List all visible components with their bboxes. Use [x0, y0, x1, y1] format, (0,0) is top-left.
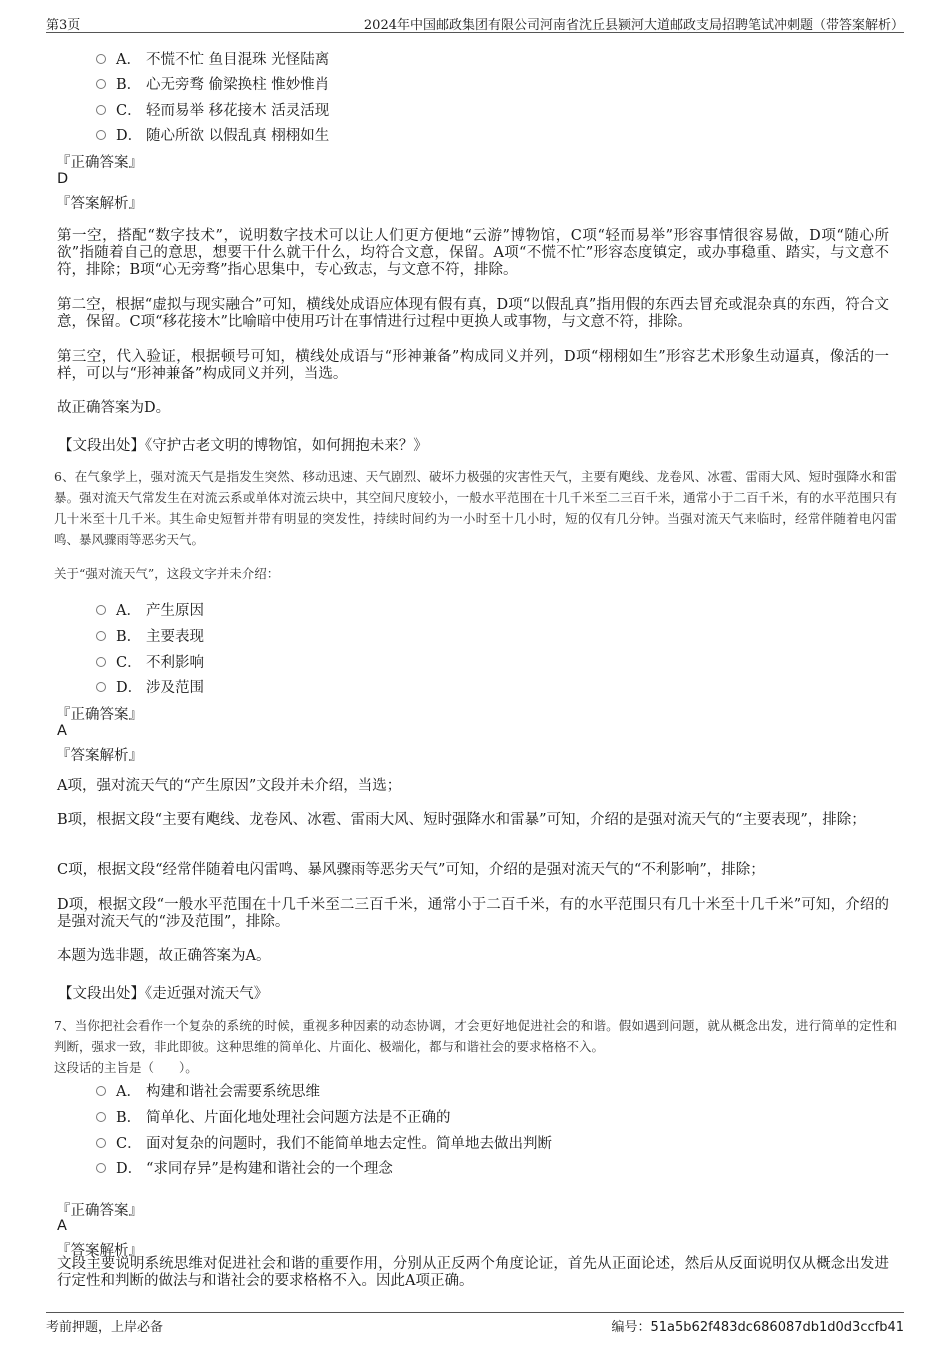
q7-analysis: 文段主要说明系统思维对促进社会和谐的重要作用，分别从正反两个角度论证，首先从正面论述，然后从反面说明仅从概念出发进行定性和判断的做法与和谐社会的要求格格不入。因此A项正确。 — [57, 1256, 889, 1289]
radio-icon[interactable] — [96, 1086, 106, 1096]
radio-icon[interactable] — [96, 54, 106, 64]
option-text: 简单化、片面化地处理社会问题方法是不正确的 — [146, 1110, 451, 1126]
q6-question: 关于“强对流天气”，这段文字并未介绍： — [54, 566, 280, 581]
option-text: 面对复杂的问题时，我们不能简单地去定性。简单地去做出判断 — [146, 1136, 552, 1152]
q7-question: 这段话的主旨是（ ）。 — [54, 1060, 198, 1075]
q7-analysis-label: 『答案解析』 — [56, 1243, 143, 1259]
footer-slogan: 考前押题，上岸必备 — [46, 1320, 164, 1335]
q5-answer-label: 『正确答案』 — [56, 155, 143, 171]
q7-stem: 7、当你把社会看作一个复杂的系统的时候，重视多种因素的动态协调，才会更好地促进社会的和谐。假如遇到问题，就从概念出发，进行简单的定性和判断，强求一致，非此即彼。这种思维的简单化、片面化、极端化，都与和谐社会的要求格格不入。 — [54, 1018, 897, 1054]
radio-icon[interactable] — [96, 79, 106, 89]
q6-analysis-p2: B项，根据文段“主要有飑线、龙卷风、冰雹、雷雨大风、短时强降水和雷暴”可知，介绍的是强对流天气的“主要表现”，排除； — [57, 812, 866, 828]
footer-code-label: 编号： — [611, 1320, 651, 1335]
footer-divider — [46, 1312, 904, 1313]
q5-answer: D — [57, 171, 69, 187]
q7-option-d[interactable] — [96, 1157, 393, 1178]
option-text: 主要表现 — [146, 629, 204, 645]
option-text: 随心所欲 以假乱真 栩栩如生 — [146, 128, 330, 144]
option-text: 产生原因 — [146, 603, 204, 619]
q6-option-c[interactable] — [96, 651, 204, 672]
q7-option-a[interactable] — [96, 1080, 320, 1101]
q6-analysis-p5: 本题为选非题，故正确答案为A。 — [57, 948, 271, 964]
q6-analysis-label: 『答案解析』 — [56, 748, 143, 764]
q6-option-d[interactable] — [96, 676, 204, 697]
q5-analysis-label: 『答案解析』 — [56, 196, 143, 212]
option-text: 轻而易举 移花接木 活灵活现 — [146, 103, 330, 119]
q6-option-a[interactable] — [96, 599, 204, 620]
q5-source: 【文段出处】《守护古老文明的博物馆，如何拥抱未来？》 — [58, 438, 428, 454]
q5-option-a[interactable] — [96, 48, 329, 69]
option-key: C． — [116, 655, 142, 671]
option-key: B． — [116, 629, 142, 645]
option-key: C． — [116, 1136, 142, 1152]
option-text: 不利影响 — [146, 655, 204, 671]
q7-answer: A — [57, 1218, 67, 1234]
q5-analysis-p4: 故正确答案为D。 — [57, 400, 171, 416]
q5-option-d[interactable] — [96, 124, 329, 145]
option-key: D． — [116, 128, 143, 144]
q6-answer-label: 『正确答案』 — [56, 707, 143, 723]
radio-icon[interactable] — [96, 1163, 106, 1173]
radio-icon[interactable] — [96, 682, 106, 692]
page-number: 第3页 — [46, 18, 81, 33]
q5-option-c[interactable] — [96, 99, 329, 120]
radio-icon[interactable] — [96, 105, 106, 115]
option-text: 不慌不忙 鱼目混珠 光怪陆离 — [146, 52, 330, 68]
option-key: B． — [116, 1110, 142, 1126]
q5-analysis-p3: 第三空，代入验证，根据顿号可知，横线处成语与“形神兼备”构成同义并列，D项“栩栩如生”形容艺术形象生动逼真，像活的一样，可以与“形神兼备”构成同义并列，当选。 — [57, 349, 889, 382]
q7-answer-label: 『正确答案』 — [56, 1203, 143, 1219]
q7-option-b[interactable] — [96, 1106, 451, 1127]
option-text: 构建和谐社会需要系统思维 — [146, 1084, 320, 1100]
radio-icon[interactable] — [96, 1112, 106, 1122]
q6-stem: 6、在气象学上，强对流天气是指发生突然、移动迅速、天气剧烈、破坏力极强的灾害性天气，主要有飑线、龙卷风、冰雹、雷雨大风、短时强降水和雷暴。强对流天气常发生在对流云系或单体对流云块中，其空间尺度较小，一般水平范围在十几千米至二三百千米，通常小于二百千米，有的水平范围只有几十米至十几千米。其生命史短暂并带有明显的突发性，持续时间约为一小时至十几小时，短的仅有几分钟。当强对流天气来临时，经常伴随着电闪雷鸣、暴风骤雨等恶劣天气。 — [54, 469, 897, 547]
q5-analysis-p2: 第二空，根据“虚拟与现实融合”可知，横线处成语应体现有假有真，D项“以假乱真”指用假的东西去冒充或混杂真的东西，符合文意，保留。C项“移花接木”比喻暗中使用巧计在事情进行过程中更换人或事物，与文意不符，排除。 — [57, 297, 889, 330]
q6-analysis-p4: D项，根据文段“一般水平范围在十几千米至二三百千米，通常小于二百千米，有的水平范围只有几十米至十几千米”可知，介绍的是强对流天气的“涉及范围”，排除。 — [57, 897, 889, 930]
q6-analysis-p1: A项，强对流天气的“产生原因”文段并未介绍，当选； — [57, 778, 402, 794]
radio-icon[interactable] — [96, 1138, 106, 1148]
option-text: 涉及范围 — [146, 680, 204, 696]
q6-analysis-p3: C项，根据文段“经常伴随着电闪雷鸣、暴风骤雨等恶劣天气”可知，介绍的是强对流天气的“不利影响”，排除； — [57, 862, 765, 878]
option-key: A． — [116, 52, 141, 68]
option-text: “求同存异”是构建和谐社会的一个理念 — [146, 1161, 393, 1177]
option-text: 心无旁骛 偷梁换柱 惟妙惟肖 — [146, 77, 330, 93]
q7-option-c[interactable] — [96, 1132, 552, 1153]
option-key: A． — [116, 1084, 141, 1100]
radio-icon[interactable] — [96, 631, 106, 641]
option-key: D． — [116, 680, 143, 696]
option-key: D． — [116, 1161, 143, 1177]
radio-icon[interactable] — [96, 605, 106, 615]
q5-analysis-p1: 第一空，搭配“数字技术”，说明数字技术可以让人们更方便地“云游”博物馆，C项“轻而易举”形容事情很容易做，D项“随心所欲”指随着自己的意思，想要干什么就干什么，均符合文意，保留。A项“不慌不忙”形容态度镇定，或办事稳重、踏实，与文意不符，排除；B项“心无旁骛”指心思集中，专心致志，与文意不符，排除。 — [57, 228, 889, 278]
footer-code-value: 51a5b62f483dc686087db1d0d3ccfb41 — [650, 1320, 904, 1335]
footer-code — [612, 1316, 905, 1335]
q6-answer: A — [57, 723, 67, 739]
radio-icon[interactable] — [96, 130, 106, 140]
q6-option-b[interactable] — [96, 625, 204, 646]
document-title: 2024年中国邮政集团有限公司河南省沈丘县颍河大道邮政支局招聘笔试冲刺题（带答案解析） — [363, 18, 904, 33]
radio-icon[interactable] — [96, 657, 106, 667]
header-divider — [46, 32, 904, 33]
q5-option-b[interactable] — [96, 73, 329, 94]
q6-source: 【文段出处】《走近强对流天气》 — [58, 986, 269, 1002]
option-key: A． — [116, 603, 141, 619]
option-key: C． — [116, 103, 142, 119]
option-key: B． — [116, 77, 142, 93]
